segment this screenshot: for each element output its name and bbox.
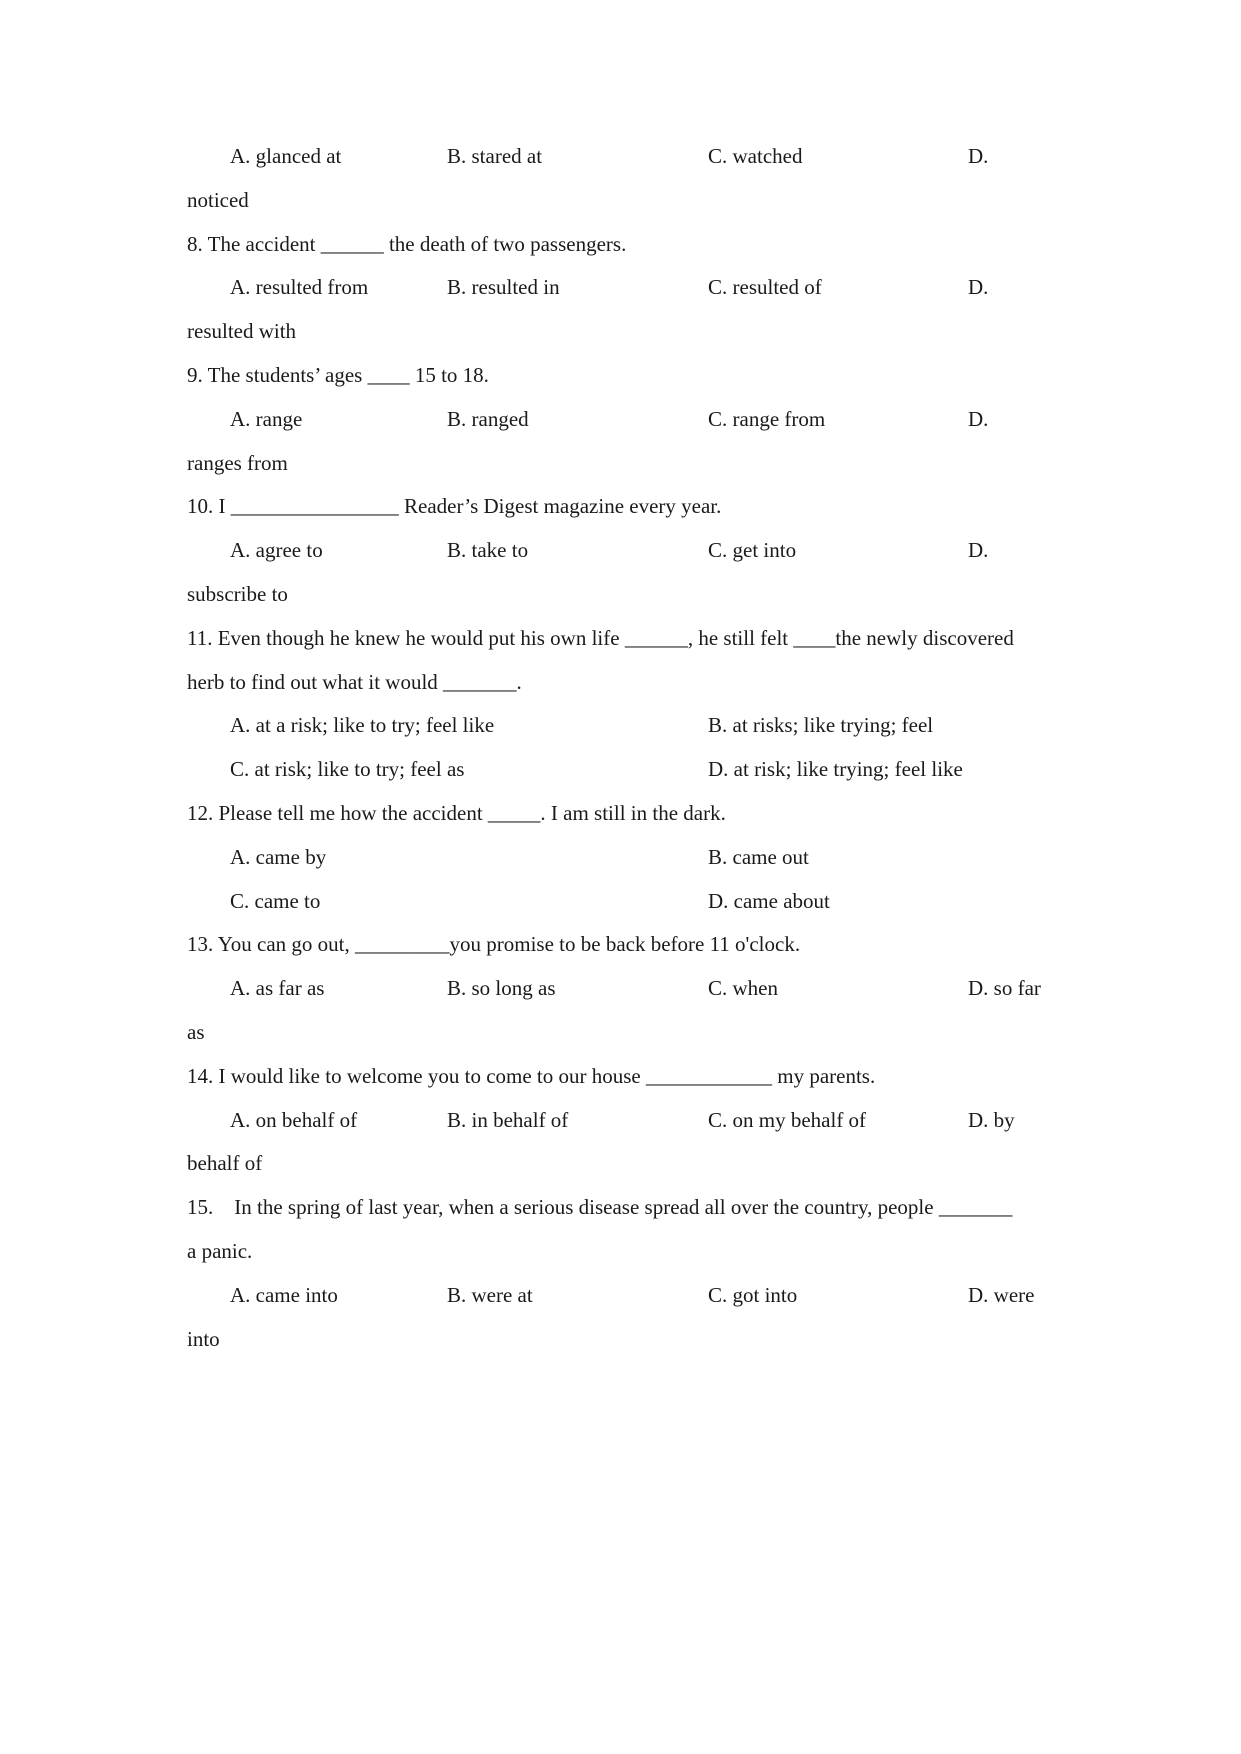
option-right: D. came about — [708, 889, 830, 913]
option-a: A. came into — [230, 1283, 338, 1307]
option-d: D. were — [968, 1283, 1035, 1307]
line-text: 15. In the spring of last year, when a serious disease spread all over the country, people _______ — [187, 1195, 1013, 1219]
option-right: D. at risk; like trying; feel like — [708, 757, 963, 781]
option-c: C. resulted of — [708, 275, 822, 299]
question-text-line — [0, 1148, 1241, 1178]
option-b: B. ranged — [447, 407, 529, 431]
option-a: A. range — [230, 407, 303, 431]
option-c: C. get into — [708, 538, 797, 562]
line-text: resulted with — [187, 319, 297, 343]
answer-options-row — [0, 1280, 1241, 1310]
line-text: 10. I ________________ Reader’s Digest magazine every year. — [187, 494, 722, 518]
option-left: C. at risk; like to try; feel as — [230, 757, 465, 781]
line-text: a panic. — [187, 1239, 253, 1263]
option-d: D. by — [968, 1108, 1015, 1132]
option-c: C. range from — [708, 407, 826, 431]
question-text-line — [0, 579, 1241, 609]
answer-options-row — [0, 973, 1241, 1003]
option-left: A. came by — [230, 845, 327, 869]
option-a: A. glanced at — [230, 144, 342, 168]
line-text: behalf of — [187, 1151, 263, 1175]
line-text: 8. The accident ______ the death of two passengers. — [187, 232, 627, 256]
option-c: C. on my behalf of — [708, 1108, 867, 1132]
option-b: B. resulted in — [447, 275, 560, 299]
option-a: A. agree to — [230, 538, 323, 562]
option-c: C. when — [708, 976, 778, 1000]
option-c: C. got into — [708, 1283, 798, 1307]
option-c: C. watched — [708, 144, 803, 168]
answer-options-row — [0, 535, 1241, 565]
line-text: 9. The students’ ages ____ 15 to 18. — [187, 363, 489, 387]
answer-options-row — [0, 404, 1241, 434]
option-left: C. came to — [230, 889, 321, 913]
option-b: B. were at — [447, 1283, 533, 1307]
question-text-line — [0, 1061, 1241, 1091]
question-text-line — [0, 316, 1241, 346]
option-a: A. resulted from — [230, 275, 369, 299]
answer-options-row — [0, 754, 1241, 784]
question-text-line — [0, 360, 1241, 390]
option-right: B. came out — [708, 845, 809, 869]
line-text: 12. Please tell me how the accident _____. I am still in the dark. — [187, 801, 726, 825]
question-text-line — [0, 1017, 1241, 1047]
question-text-line — [0, 1236, 1241, 1266]
line-text: subscribe to — [187, 582, 288, 606]
question-text-line — [0, 623, 1241, 653]
option-d: D. — [968, 538, 989, 562]
line-text: ranges from — [187, 451, 288, 475]
line-text: noticed — [187, 188, 249, 212]
line-text: into — [187, 1327, 220, 1351]
option-d: D. — [968, 275, 989, 299]
line-text: 11. Even though he knew he would put his own life ______, he still felt ____the newly discovered — [187, 626, 1014, 650]
option-right: B. at risks; like trying; feel — [708, 713, 934, 737]
option-b: B. take to — [447, 538, 529, 562]
answer-options-row — [0, 842, 1241, 872]
option-d: D. — [968, 407, 989, 431]
answer-options-row — [0, 272, 1241, 302]
option-b: B. stared at — [447, 144, 543, 168]
option-b: B. in behalf of — [447, 1108, 569, 1132]
answer-options-row — [0, 886, 1241, 916]
answer-options-row — [0, 1105, 1241, 1135]
line-text: herb to find out what it would _______. — [187, 670, 522, 694]
answer-options-row — [0, 141, 1241, 171]
line-text: as — [187, 1020, 205, 1044]
question-text-line — [0, 491, 1241, 521]
question-text-line — [0, 1324, 1241, 1354]
question-text-line — [0, 798, 1241, 828]
answer-options-row — [0, 710, 1241, 740]
question-text-line — [0, 1192, 1241, 1222]
option-d: D. so far — [968, 976, 1041, 1000]
line-text: 14. I would like to welcome you to come to our house ____________ my parents. — [187, 1064, 876, 1088]
line-text: 13. You can go out, _________you promise to be back before 11 o'clock. — [187, 932, 801, 956]
question-text-line — [0, 667, 1241, 697]
option-b: B. so long as — [447, 976, 556, 1000]
question-text-line — [0, 929, 1241, 959]
option-left: A. at a risk; like to try; feel like — [230, 713, 495, 737]
question-text-line — [0, 185, 1241, 215]
option-a: A. as far as — [230, 976, 325, 1000]
option-a: A. on behalf of — [230, 1108, 358, 1132]
question-text-line — [0, 448, 1241, 478]
question-text-line — [0, 229, 1241, 259]
option-d: D. — [968, 144, 989, 168]
